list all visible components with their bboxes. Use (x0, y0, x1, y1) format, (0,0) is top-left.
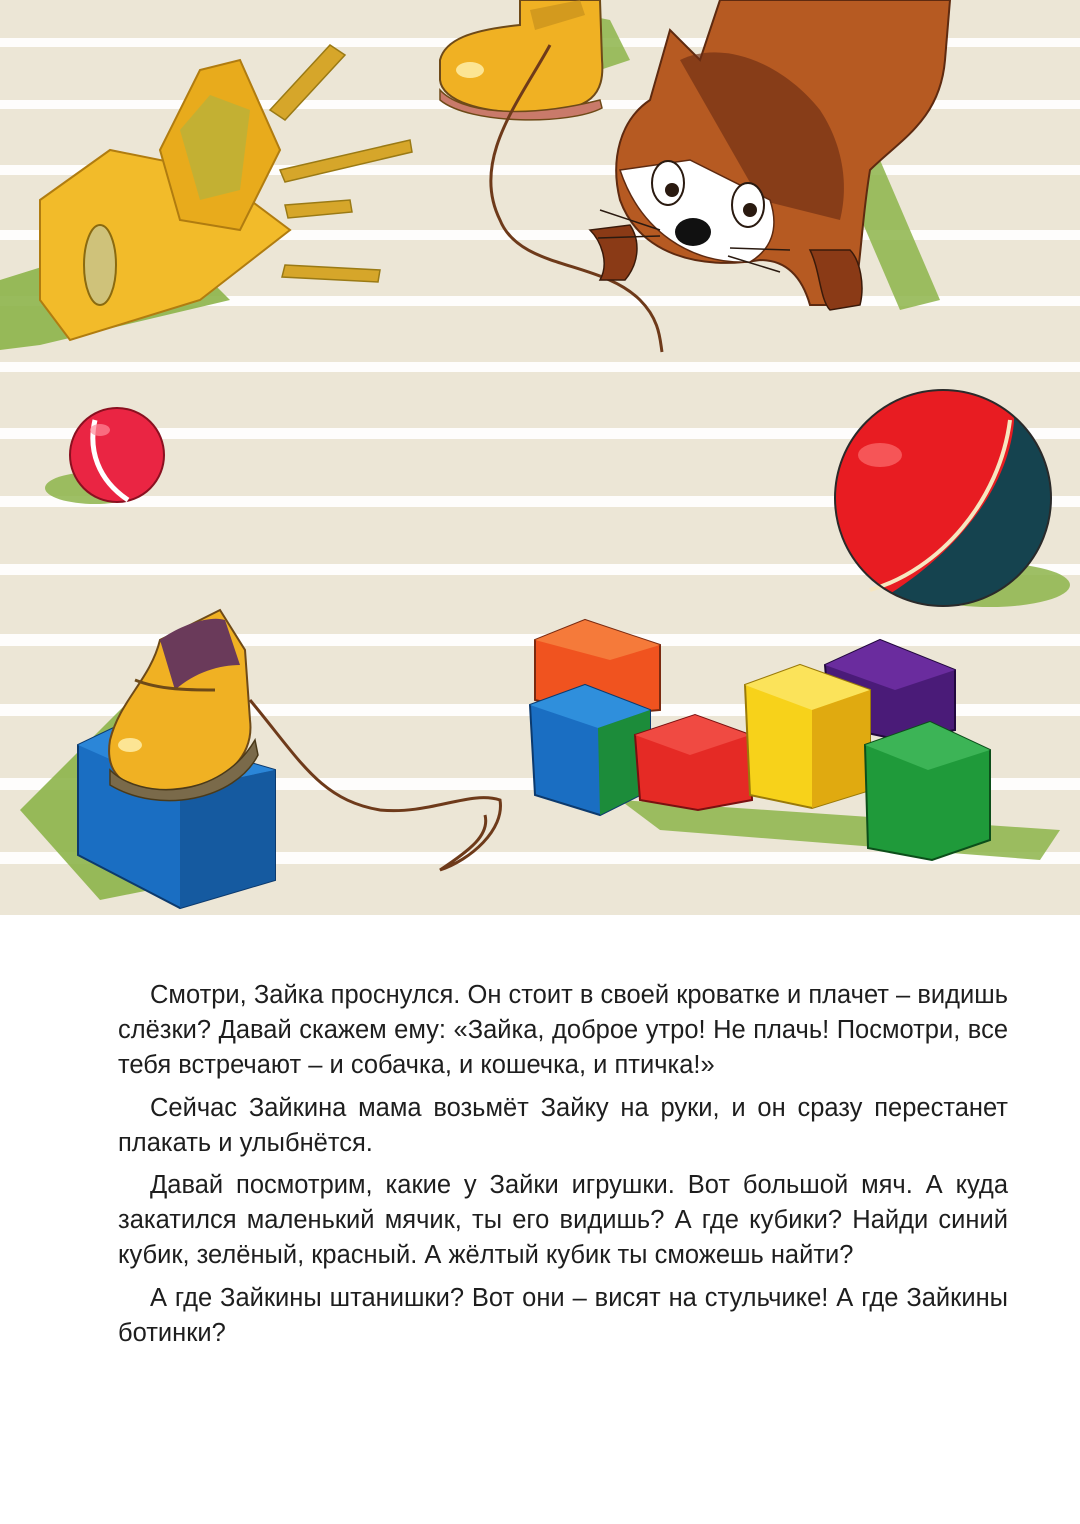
story-text (118, 978, 1008, 1358)
story-paragraph: Смотри, Зайка проснулся. Он стоит в своей кроватке и плачет – видишь слёзки? Давай скажем ему: «Зайка, доброе утро! Не плачь! Посмотри, все тебя встречают – и собачка, и кошечка, и птичка!» (118, 981, 1008, 1080)
story-paragraph: Сейчас Зайкина мама возьмёт Зайку на руки, и он сразу перестанет плакать и улыбнётся. (118, 1093, 1008, 1157)
story-paragraph: Давай посмотрим, какие у Зайки игрушки. Вот большой мяч. А куда закатился маленький мячик, ты его видишь? А где кубики? Найди синий кубик, зелёный, красный. А жёлтый кубик ты сможешь найти? (118, 1171, 1008, 1270)
story-paragraph: А где Зайкины штанишки? Вот они – висят на стульчике! А где Зайкины ботинки? (118, 1283, 1008, 1347)
